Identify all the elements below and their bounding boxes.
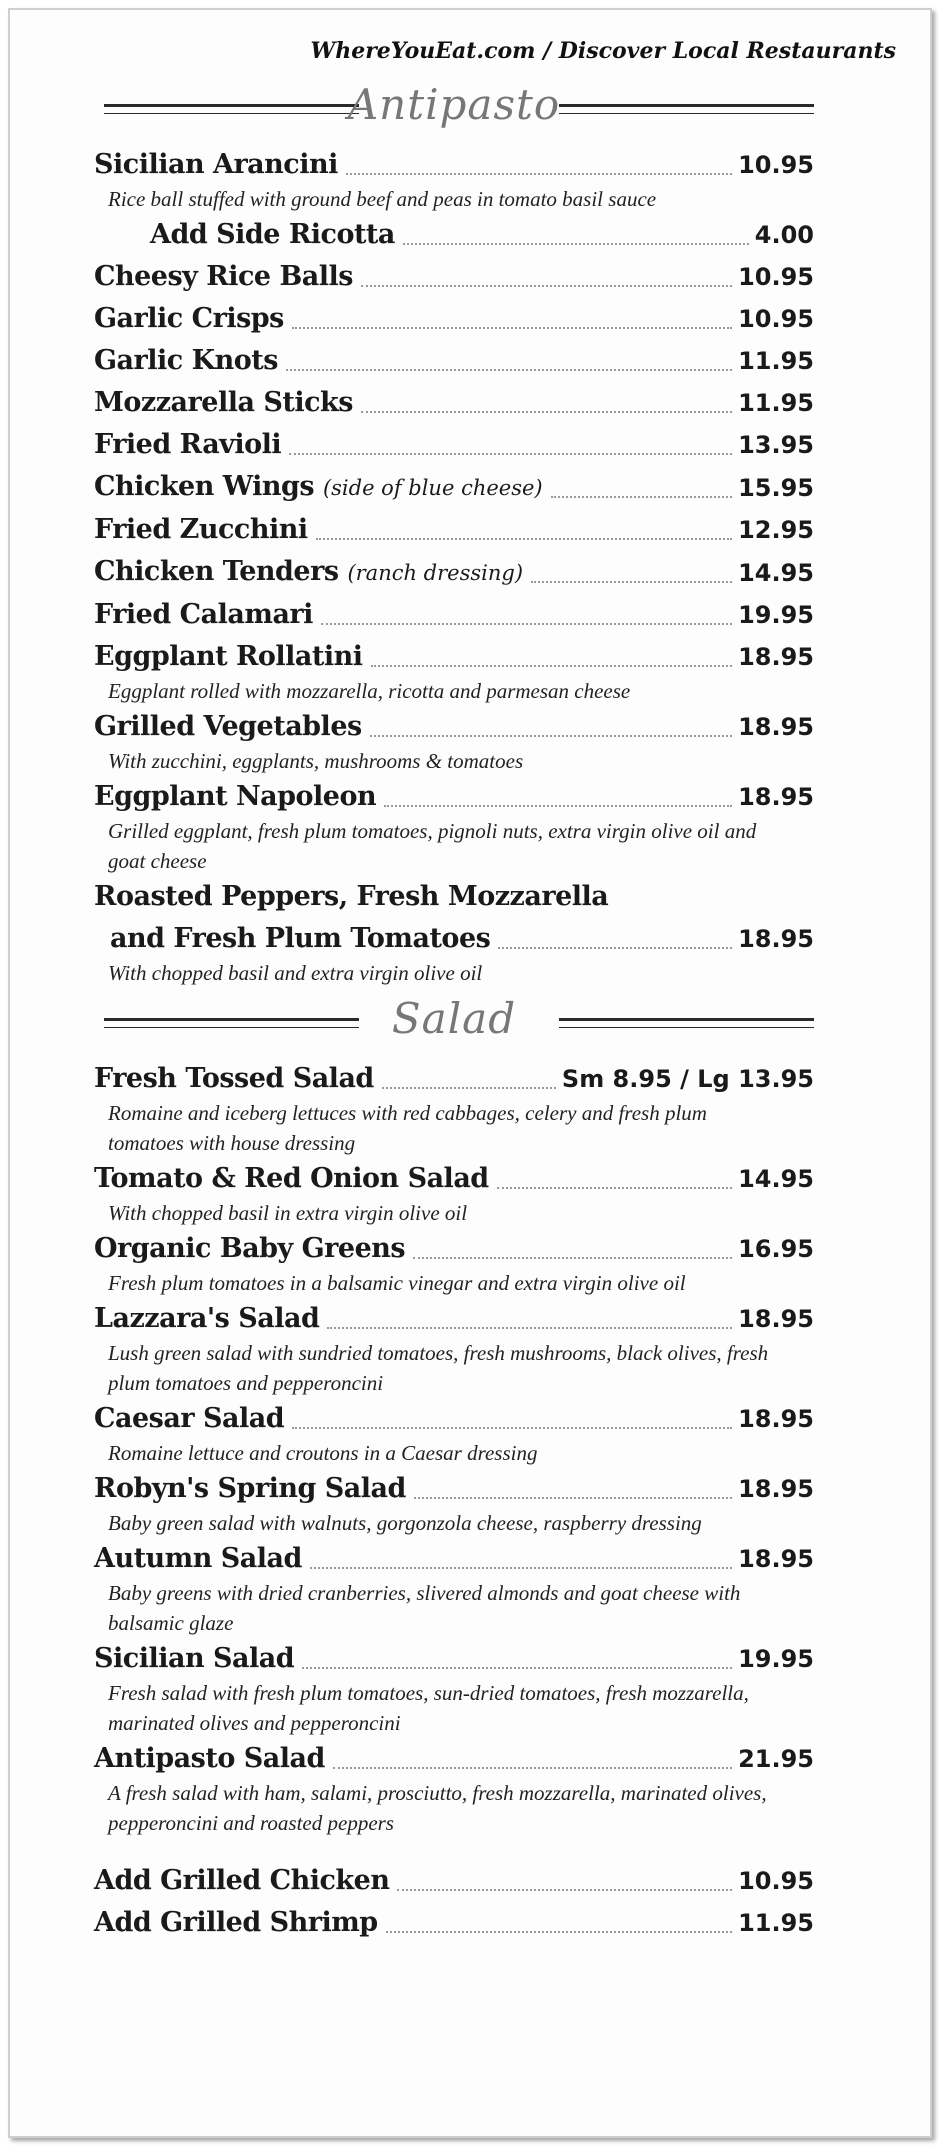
item-price: 18.95 <box>738 925 814 953</box>
item-name: Sicilian Salad <box>94 1643 295 1674</box>
menu-item <box>94 214 814 256</box>
menu-item <box>94 509 814 551</box>
item-name-text: Chicken Tenders <box>94 556 339 587</box>
item-name: Eggplant Napoleon <box>94 781 377 812</box>
item-name: Antipasto Salad <box>94 1743 325 1774</box>
leader-dots <box>310 1567 732 1569</box>
item-name: Tomato & Red Onion Salad <box>94 1163 489 1194</box>
site-tagline: WhereYouEat.com / Discover Local Restaurants <box>310 38 896 64</box>
menu-item <box>94 1638 814 1738</box>
item-name: Fresh Tossed Salad <box>94 1063 374 1094</box>
item-name <box>94 551 523 594</box>
leader-dots <box>531 581 732 583</box>
leader-dots <box>384 805 732 807</box>
item-description: Grilled eggplant, fresh plum tomatoes, pignoli nuts, extra virgin olive oil and goat cheese <box>108 819 757 873</box>
menu-item <box>94 256 814 298</box>
leader-dots <box>397 1889 732 1891</box>
menu-item <box>94 1538 814 1638</box>
menu-item <box>94 382 814 424</box>
leader-dots <box>316 538 732 540</box>
item-name: Organic Baby Greens <box>94 1233 406 1264</box>
leader-dots <box>321 623 732 625</box>
item-name: Cheesy Rice Balls <box>94 261 354 292</box>
item-note: (side of blue cheese) <box>322 476 543 500</box>
item-name: Add Grilled Shrimp <box>94 1907 378 1938</box>
item-name: Lazzara's Salad <box>94 1303 320 1334</box>
item-name-text: Chicken Wings <box>94 471 315 502</box>
section-header-antipasto <box>94 80 814 140</box>
item-name <box>94 466 543 509</box>
section-title: Salad <box>391 994 517 1043</box>
menu-item <box>94 776 814 876</box>
item-price: 18.95 <box>738 783 814 811</box>
menu-item <box>94 1398 814 1468</box>
item-price: 13.95 <box>738 431 814 459</box>
leader-dots <box>286 369 732 371</box>
item-price: 14.95 <box>738 1165 814 1193</box>
item-name: Roasted Peppers, Fresh Mozzarella <box>94 881 609 912</box>
menu-item <box>94 1158 814 1228</box>
menu-item <box>94 340 814 382</box>
item-name: Mozzarella Sticks <box>94 387 353 418</box>
leader-dots <box>289 453 732 455</box>
item-price: 10.95 <box>738 1867 814 1895</box>
menu-item <box>94 594 814 636</box>
item-name: Fried Ravioli <box>94 429 282 460</box>
menu-item <box>94 424 814 466</box>
item-name: Add Grilled Chicken <box>94 1865 390 1896</box>
menu-content <box>94 80 814 1944</box>
item-description: Lush green salad with sundried tomatoes, fresh mushrooms, black olives, fresh plum tomatoes and pepperoncini <box>108 1341 769 1395</box>
item-name-continued: and Fresh Plum Tomatoes <box>110 923 491 954</box>
item-price: 18.95 <box>738 1475 814 1503</box>
item-price: 10.95 <box>738 151 814 179</box>
item-price: 11.95 <box>738 347 814 375</box>
leader-dots <box>551 496 732 498</box>
leader-dots <box>403 243 749 245</box>
leader-dots <box>361 285 732 287</box>
item-price: 10.95 <box>738 263 814 291</box>
item-price: 11.95 <box>738 389 814 417</box>
item-price: 18.95 <box>738 1305 814 1333</box>
item-note: (ranch dressing) <box>347 561 524 585</box>
item-description: With chopped basil in extra virgin olive oil <box>108 1201 468 1225</box>
item-price: 10.95 <box>738 305 814 333</box>
header-rule-right <box>559 104 814 114</box>
menu-item <box>94 1738 814 1838</box>
menu-item <box>94 1058 814 1158</box>
spacer <box>94 1838 814 1860</box>
item-description: Romaine and iceberg lettuces with red cabbages, celery and fresh plum tomatoes with house dressing <box>108 1101 707 1155</box>
menu-item <box>94 636 814 706</box>
item-description: A fresh salad with ham, salami, prosciutto, fresh mozzarella, marinated olives, pepperoncini and roasted peppers <box>108 1781 767 1835</box>
leader-dots <box>302 1667 732 1669</box>
leader-dots <box>497 1187 732 1189</box>
item-name: Sicilian Arancini <box>94 149 338 180</box>
leader-dots <box>371 665 733 667</box>
item-price: 16.95 <box>738 1235 814 1263</box>
item-description: With zucchini, eggplants, mushrooms & tomatoes <box>108 749 524 773</box>
menu-item <box>94 1860 814 1902</box>
item-name: Garlic Crisps <box>94 303 284 334</box>
item-description: With chopped basil and extra virgin olive oil <box>108 961 483 985</box>
leader-dots <box>414 1497 732 1499</box>
item-name: Eggplant Rollatini <box>94 641 363 672</box>
menu-item <box>94 298 814 340</box>
item-description: Fresh salad with fresh plum tomatoes, sun-dried tomatoes, fresh mozzarella, marinated olives and pepperoncini <box>108 1681 749 1735</box>
leader-dots <box>498 947 732 949</box>
menu-page <box>8 8 932 2138</box>
item-price: 12.95 <box>738 516 814 544</box>
item-price: 14.95 <box>738 559 814 587</box>
item-name: Grilled Vegetables <box>94 711 362 742</box>
leader-dots <box>333 1767 732 1769</box>
menu-item <box>94 1468 814 1538</box>
item-price: 18.95 <box>738 1405 814 1433</box>
item-price: 19.95 <box>738 601 814 629</box>
item-name: Fried Calamari <box>94 599 313 630</box>
menu-item <box>94 551 814 594</box>
menu-item <box>94 706 814 776</box>
item-price: 11.95 <box>738 1909 814 1937</box>
item-description: Rice ball stuffed with ground beef and peas in tomato basil sauce <box>108 187 657 211</box>
item-name: Fried Zucchini <box>94 514 308 545</box>
item-price: 15.95 <box>738 474 814 502</box>
item-description: Baby green salad with walnuts, gorgonzola cheese, raspberry dressing <box>108 1511 702 1535</box>
item-description: Eggplant rolled with mozzarella, ricotta and parmesan cheese <box>108 679 631 703</box>
item-price: 21.95 <box>738 1745 814 1773</box>
menu-item <box>94 1298 814 1398</box>
item-price: 18.95 <box>738 713 814 741</box>
item-name: Garlic Knots <box>94 345 278 376</box>
item-price: 18.95 <box>738 643 814 671</box>
item-description: Baby greens with dried cranberries, slivered almonds and goat cheese with balsamic glaze <box>108 1581 741 1635</box>
leader-dots <box>327 1327 732 1329</box>
item-name: Caesar Salad <box>94 1403 285 1434</box>
menu-item <box>94 144 814 214</box>
menu-item <box>94 876 814 988</box>
menu-item <box>94 1228 814 1298</box>
leader-dots <box>292 1427 732 1429</box>
leader-dots <box>370 735 732 737</box>
item-price: 4.00 <box>754 221 814 249</box>
item-price: Sm 8.95 / Lg 13.95 <box>561 1065 814 1093</box>
leader-dots <box>413 1257 732 1259</box>
item-name: Autumn Salad <box>94 1543 302 1574</box>
leader-dots <box>382 1087 556 1089</box>
section-title: Antipasto <box>347 80 561 129</box>
leader-dots <box>386 1931 732 1933</box>
leader-dots <box>292 327 732 329</box>
menu-item <box>94 1902 814 1944</box>
section-header-salad <box>94 994 814 1054</box>
item-price: 19.95 <box>738 1645 814 1673</box>
header-rule-right <box>559 1018 814 1028</box>
item-description: Romaine lettuce and croutons in a Caesar dressing <box>108 1441 538 1465</box>
item-price: 18.95 <box>738 1545 814 1573</box>
menu-item <box>94 466 814 509</box>
leader-dots <box>346 173 732 175</box>
leader-dots <box>361 411 732 413</box>
item-name: Robyn's Spring Salad <box>94 1473 406 1504</box>
item-name: Add Side Ricotta <box>150 219 395 250</box>
item-description: Fresh plum tomatoes in a balsamic vinegar and extra virgin olive oil <box>108 1271 686 1295</box>
